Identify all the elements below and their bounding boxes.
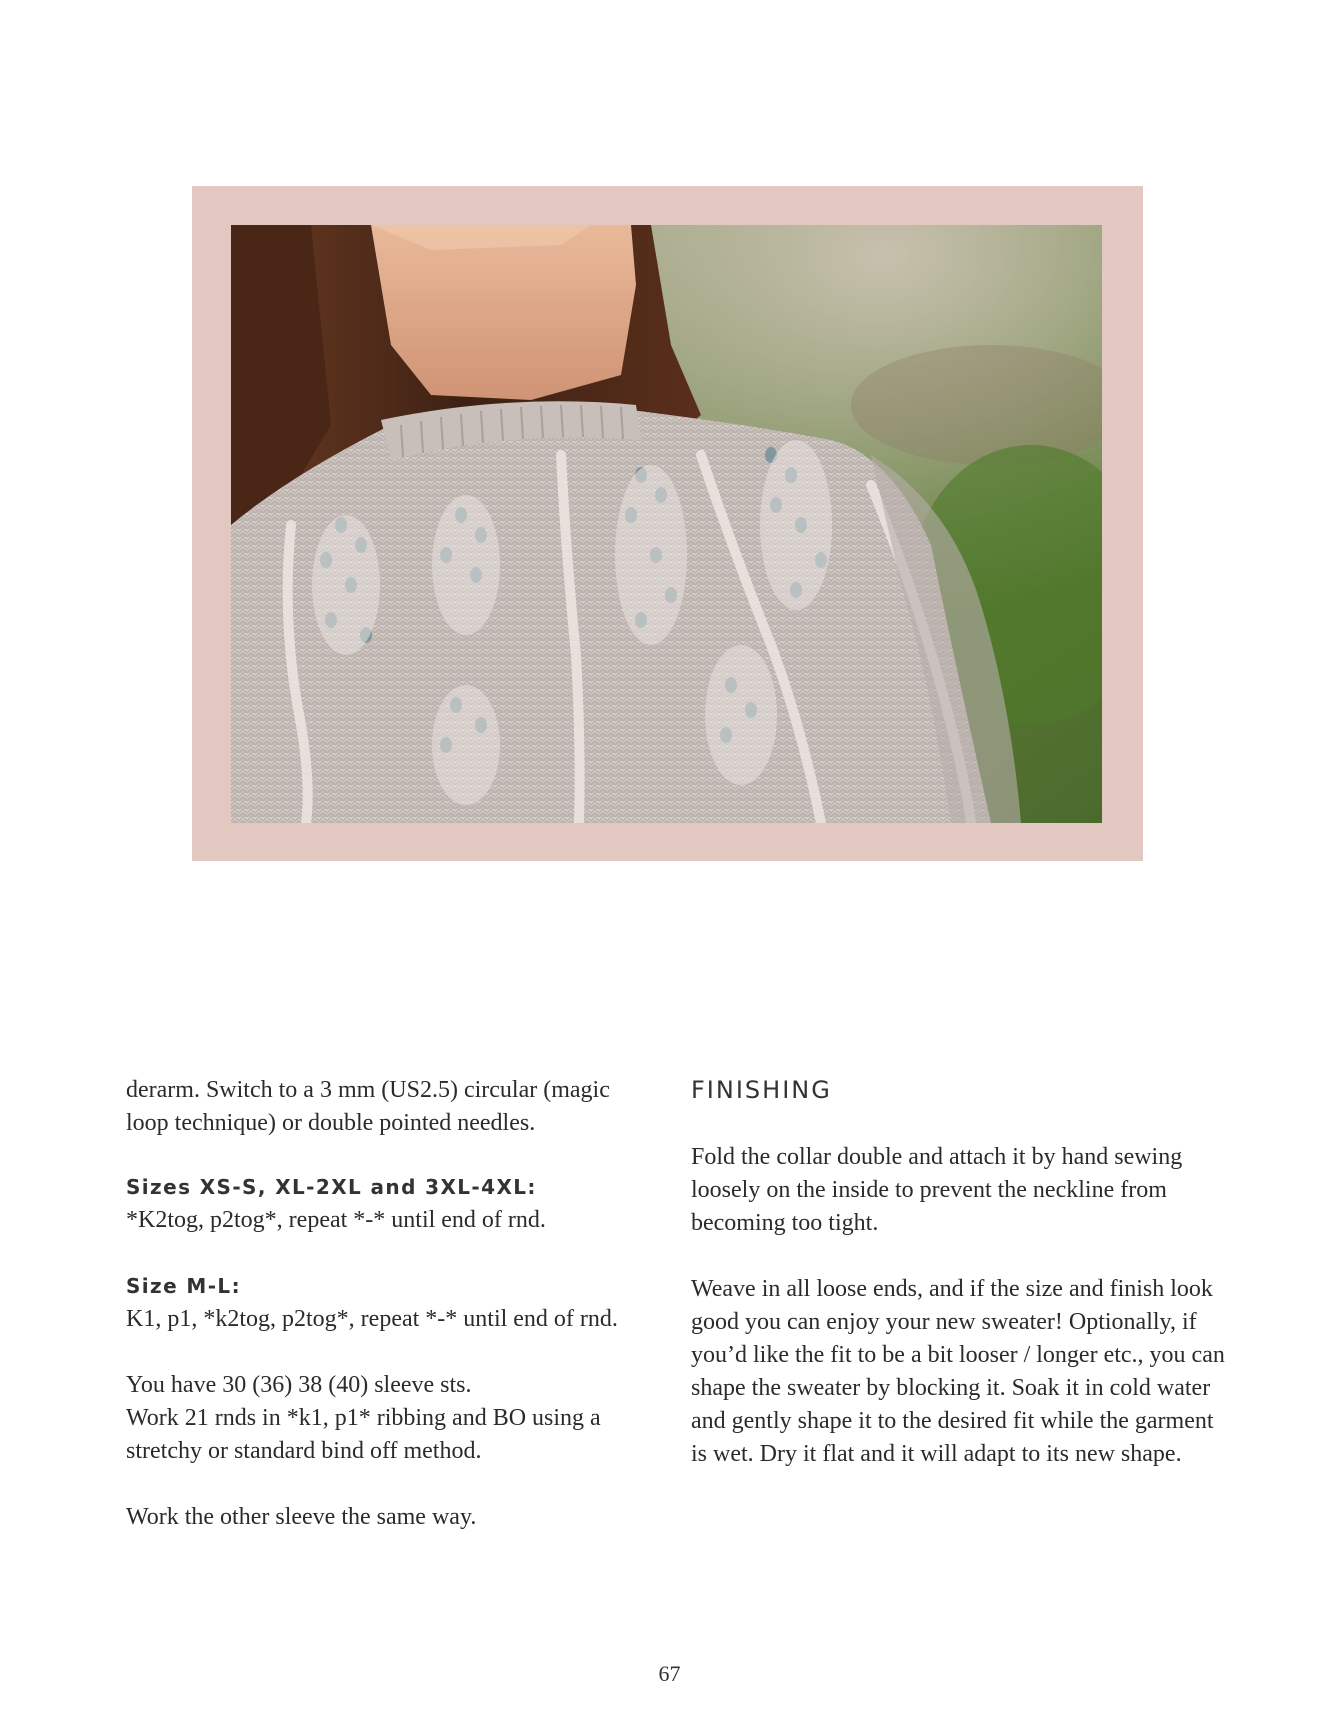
left-column — [126, 1074, 646, 1534]
left-paragraph-1: derarm. Switch to a 3 mm (US2.5) circular (magic loop technique) or double pointed needles. — [126, 1077, 610, 1136]
finishing-heading: FINISHING — [691, 1076, 832, 1104]
right-column — [691, 1074, 1231, 1471]
finishing-paragraph-2: Weave in all loose ends, and if the size and finish look good you can enjoy your new sweater! Optionally, if you’d like the fit to be a bit looser / longer etc., you can shape the sweater by blocking it. Soak it in cold water and gently shape it to the desired fit while the garment is wet. Dry it flat and it will adapt to its new shape. — [691, 1276, 1225, 1467]
instruction-2: K1, p1, *k2tog, p2tog*, repeat *-* until end of rnd. — [126, 1306, 618, 1332]
sweater-photo — [231, 225, 1102, 823]
photo-frame — [192, 186, 1143, 861]
sweater-illustration — [231, 225, 1102, 823]
sleeve-stitch-count: You have 30 (36) 38 (40) sleeve sts. — [126, 1372, 472, 1398]
sizes-heading-1: Sizes XS-S, XL-2XL and 3XL-4XL: — [126, 1175, 537, 1199]
ribbing-instruction: Work 21 rnds in *k1, p1* ribbing and BO using a stretchy or standard bind off method. — [126, 1405, 601, 1464]
page-number: 67 — [658, 1661, 681, 1686]
sizes-heading-2: Size M-L: — [126, 1274, 241, 1298]
instruction-1: *K2tog, p2tog*, repeat *-* until end of rnd. — [126, 1207, 546, 1233]
finishing-paragraph-1: Fold the collar double and attach it by hand sewing loosely on the inside to prevent the neckline from becoming too tight. — [691, 1144, 1183, 1236]
other-sleeve-note: Work the other sleeve the same way. — [126, 1504, 477, 1530]
